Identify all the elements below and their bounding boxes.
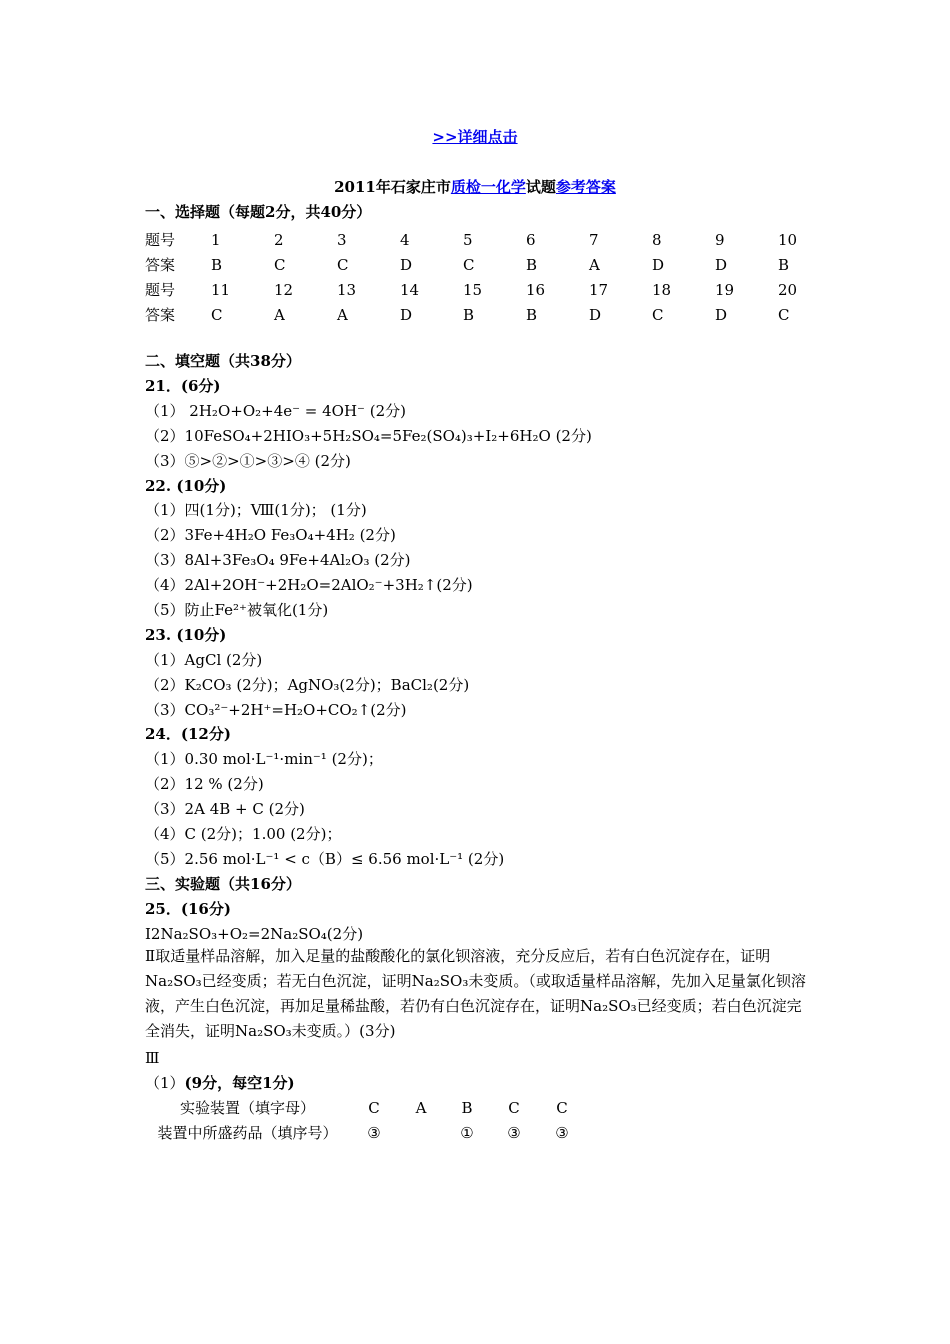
cell: 9 <box>715 230 725 249</box>
cell: 16 <box>526 280 546 299</box>
cell: ③ <box>555 1123 569 1142</box>
title-link-answers[interactable]: 参考答案 <box>555 178 616 196</box>
table-row <box>145 302 841 327</box>
cell: 14 <box>400 280 420 299</box>
table-row <box>145 1120 586 1145</box>
cell: B <box>463 305 475 324</box>
cell: 4 <box>400 230 410 249</box>
detail-link-line <box>0 127 950 147</box>
table-row <box>145 277 841 302</box>
q22-line-3: （3）8Al+3Fe₃O₄ 9Fe+4Al₂O₃ (2分) <box>145 551 411 569</box>
q21-line-3: （3）⑤>②>①>③>④ (2分) <box>145 452 351 470</box>
cell: 10 <box>778 230 798 249</box>
row-label-device: 实验装置（填字母） <box>179 1099 315 1117</box>
q24-heading: 24．(12分) <box>145 725 231 743</box>
q25-part1: Ⅰ2Na₂SO₃+O₂=2Na₂SO₄(2分) <box>145 925 364 943</box>
cell: D <box>400 305 413 324</box>
table-row <box>145 252 841 277</box>
row-label-answer: 答案 <box>145 306 176 324</box>
q22-heading: 22. (10分) <box>145 477 227 495</box>
sub-prefix: （1） <box>145 1074 185 1092</box>
row-label-question: 题号 <box>145 281 176 299</box>
q25-heading: 25．(16分) <box>145 900 231 918</box>
experiment-table <box>145 1095 586 1145</box>
cell: 18 <box>652 280 672 299</box>
cell: A <box>415 1098 427 1117</box>
title-link-exam[interactable]: 质检一化学 <box>450 178 526 196</box>
cell: B <box>526 305 538 324</box>
cell: C <box>778 305 790 324</box>
q25-part3-sub <box>145 1073 295 1093</box>
cell: C <box>508 1098 520 1117</box>
cell: 20 <box>778 280 798 299</box>
cell: C <box>556 1098 568 1117</box>
cell: A <box>274 305 285 324</box>
cell: C <box>274 255 286 274</box>
row-label-answer: 答案 <box>145 256 176 274</box>
cell: 13 <box>337 280 357 299</box>
section2-heading: 二、填空题（共38分） <box>145 352 301 370</box>
sub-score: (9分，每空1分) <box>184 1074 295 1092</box>
cell: 19 <box>715 280 735 299</box>
cell: D <box>715 255 728 274</box>
cell: 1 <box>211 230 221 249</box>
table-row <box>145 227 841 252</box>
q23-line-1: （1）AgCl (2分) <box>145 651 263 669</box>
q22-line-4: （4）2Al+2OH⁻+2H₂O=2AlO₂⁻+3H₂↑(2分) <box>145 576 473 594</box>
q24-line-2: （2）12 % (2分) <box>145 775 264 793</box>
q23-line-3: （3）CO₃²⁻+2H⁺=H₂O+CO₂↑(2分) <box>145 701 407 719</box>
section1-heading: 一、选择题（每题2分，共40分） <box>145 203 372 221</box>
cell: 12 <box>274 280 294 299</box>
cell: 6 <box>526 230 536 249</box>
cell: 15 <box>463 280 483 299</box>
cell: ③ <box>507 1123 521 1142</box>
q21-line-1: （1） 2H₂O+O₂+4e⁻ = 4OH⁻ (2分) <box>145 402 406 420</box>
cell: 17 <box>589 280 609 299</box>
cell: D <box>652 255 665 274</box>
answer-table <box>145 227 841 327</box>
q23-heading: 23. (10分) <box>145 626 227 644</box>
table-row <box>145 1095 586 1120</box>
row-label-reagent: 装置中所盛药品（填序号） <box>157 1124 338 1142</box>
cell: A <box>589 255 600 274</box>
q24-line-1: （1）0.30 mol·L⁻¹·min⁻¹ (2分)； <box>145 750 383 768</box>
cell: 11 <box>211 280 231 299</box>
cell: 8 <box>652 230 662 249</box>
q23-line-2: （2）K₂CO₃ (2分)；AgNO₃(2分)；BaCl₂(2分) <box>145 676 470 694</box>
row-label-question: 题号 <box>145 231 176 249</box>
q21-heading: 21．(6分) <box>145 377 221 395</box>
q22-line-5: （5）防止Fe²⁺被氧化(1分) <box>145 601 329 619</box>
section3-heading: 三、实验题（共16分） <box>145 875 301 893</box>
cell: B <box>211 255 223 274</box>
cell: C <box>652 305 664 324</box>
cell: D <box>715 305 728 324</box>
q25-part2: Ⅱ取适量样品溶解，加入足量的盐酸酸化的氯化钡溶液，充分反应后，若有白色沉淀存在，证明Na₂SO₃已经变质；若无白色沉淀，证明Na₂SO₃未变质。（或取适量样品溶解，先加入足量氯化钡溶液，产生白色沉淀，再加足量稀盐酸，若仍有白色沉淀存在，证明Na₂SO₃已经变质；若白色沉淀完全消失，证明Na₂SO₃未变质。）(3分) <box>145 947 806 1040</box>
q21-line-2: （2）10FeSO₄+2HIO₃+5H₂SO₄=5Fe₂(SO₄)₃+I₂+6H₂O (2分) <box>145 427 592 445</box>
page-title <box>0 177 950 197</box>
cell: ① <box>460 1123 474 1142</box>
title-middle: 试题 <box>525 178 556 196</box>
cell: ③ <box>367 1123 381 1142</box>
cell: B <box>778 255 790 274</box>
cell: C <box>368 1098 380 1117</box>
q22-line-2: （2）3Fe+4H₂O Fe₃O₄+4H₂ (2分) <box>145 526 396 544</box>
cell: 5 <box>463 230 473 249</box>
cell: B <box>461 1098 473 1117</box>
q24-line-3: （3）2A 4B + C (2分) <box>145 800 305 818</box>
cell: 2 <box>274 230 284 249</box>
title-prefix: 2011年石家庄市 <box>334 178 451 196</box>
q25-part3: Ⅲ <box>145 1049 160 1067</box>
cell: D <box>589 305 602 324</box>
cell: D <box>400 255 413 274</box>
cell: C <box>211 305 223 324</box>
detail-link[interactable]: >>详细点击 <box>432 128 518 146</box>
cell: 7 <box>589 230 599 249</box>
cell <box>398 1120 444 1145</box>
cell: A <box>337 305 348 324</box>
q24-line-5: （5）2.56 mol·L⁻¹ < c（B）≤ 6.56 mol·L⁻¹ (2分) <box>145 850 505 868</box>
cell: C <box>337 255 349 274</box>
cell: C <box>463 255 475 274</box>
q22-line-1: （1）四(1分)；Ⅷ(1分)； (1分) <box>145 501 367 519</box>
q24-line-4: （4）C (2分)；1.00 (2分)； <box>145 825 342 843</box>
cell: B <box>526 255 538 274</box>
cell: 3 <box>337 230 347 249</box>
